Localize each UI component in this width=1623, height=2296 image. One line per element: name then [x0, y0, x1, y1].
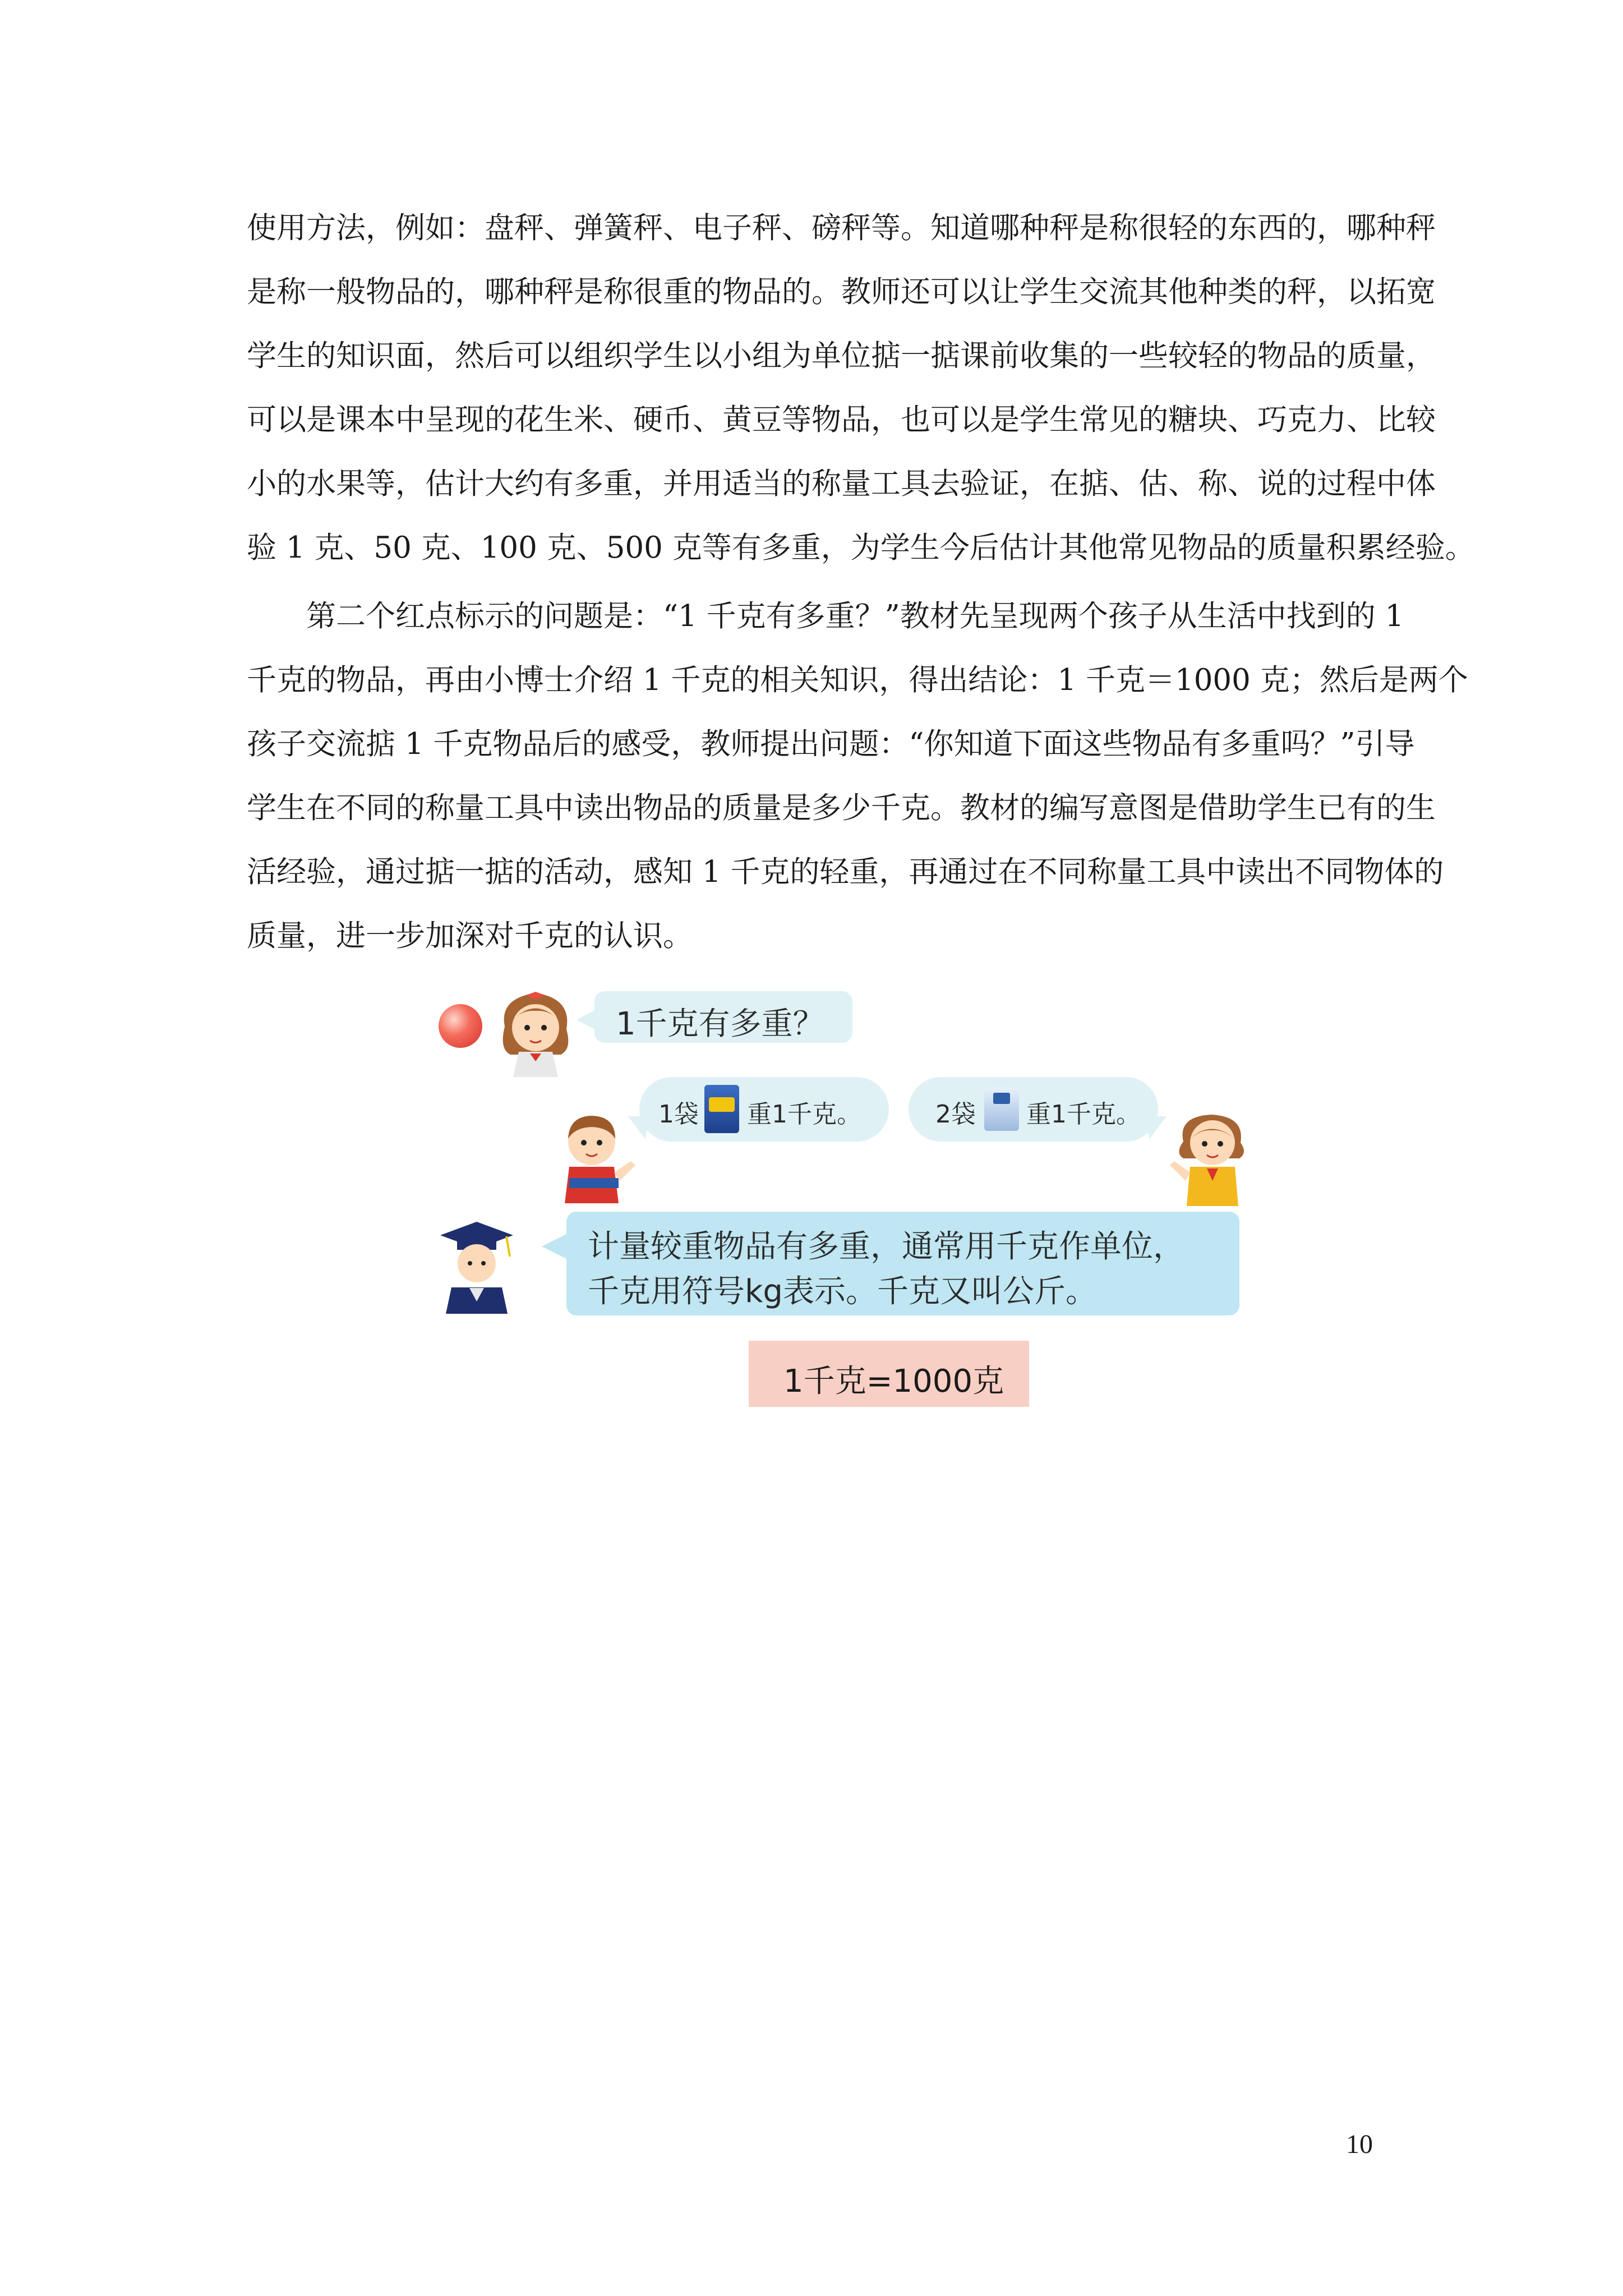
equation-box	[749, 1341, 1029, 1407]
paragraph-line: 第二个红点标示的问题是：“1 千克有多重？”教材先呈现两个孩子从生活中找到的 1	[306, 599, 1404, 633]
doctor-text-line: 千克用符号kg表示。千克又叫公斤。	[588, 1273, 1097, 1310]
paragraph-1	[247, 196, 1475, 580]
bubble-tail	[577, 1010, 596, 1030]
girl-bubble-prefix: 2袋	[935, 1100, 976, 1129]
paragraph-line: 是称一般物品的，哪种秤是称很重的物品的。教师还可以让学生交流其他种类的秤，以拓宽	[247, 275, 1436, 309]
girl-bubble-suffix: 重1千克。	[1026, 1100, 1141, 1129]
girl-character-right-icon	[1166, 1108, 1251, 1212]
paragraph-line: 验 1 克、50 克、100 克、500 克等有多重，为学生今后估计其他常见物品的质量积累经验。	[247, 531, 1475, 565]
detergent-bag-icon	[704, 1085, 739, 1133]
question-text: 1千克有多重？	[616, 1006, 824, 1042]
doctor-text-line: 计量较重物品有多重，通常用千克作单位，	[588, 1228, 1184, 1265]
question-bubble	[594, 991, 852, 1043]
equation-text: 1千克=1000克	[783, 1363, 1004, 1400]
paragraph-2	[247, 585, 1468, 968]
boy-character-icon	[552, 1108, 639, 1212]
paragraph-line: 可以是课本中呈现的花生米、硬币、黄豆等物品，也可以是学生常见的糖块、巧克力、比较	[247, 403, 1436, 437]
bubble-tail	[1144, 1116, 1166, 1139]
paragraph-line: 孩子交流掂 1 千克物品后的感受，教师提出问题：“你知道下面这些物品有多重吗？”引导	[247, 727, 1415, 761]
bubble-tail	[542, 1234, 566, 1259]
boy-bubble-suffix: 重1千克。	[747, 1100, 861, 1129]
girl-speech-bubble	[909, 1077, 1158, 1142]
paragraph-line: 质量，进一步加深对千克的认识。	[247, 919, 693, 953]
paragraph-line: 活经验，通过掂一掂的活动，感知 1 千克的轻重，再通过在不同称量工具中读出不同物体的	[247, 855, 1444, 889]
boy-bubble-prefix: 1袋	[658, 1100, 699, 1129]
red-dot-marker	[439, 1004, 482, 1048]
paragraph-line: 千克的物品，再由小博士介绍 1 千克的相关知识，得出结论：1 千克＝1000 克；然后是两个	[247, 663, 1468, 697]
girl-character-icon	[494, 987, 578, 1077]
doctor-speech-bubble	[566, 1212, 1239, 1315]
salt-bag-icon	[984, 1087, 1019, 1131]
boy-speech-bubble	[639, 1077, 889, 1142]
paragraph-line: 学生的知识面，然后可以组织学生以小组为单位掂一掂课前收集的一些较轻的物品的质量，	[247, 339, 1436, 373]
paragraph-line: 学生在不同的称量工具中读出物品的质量是多少千克。教材的编写意图是借助学生已有的生	[247, 791, 1436, 825]
doctor-character-icon	[435, 1217, 519, 1315]
paragraph-line: 使用方法，例如：盘秤、弹簧秤、电子秤、磅秤等。知道哪种秤是称很轻的东西的，哪种秤	[247, 211, 1436, 245]
paragraph-line: 小的水果等，估计大约有多重，并用适当的称量工具去验证，在掂、估、称、说的过程中体	[247, 467, 1436, 501]
page-number: 10	[1346, 2129, 1373, 2159]
